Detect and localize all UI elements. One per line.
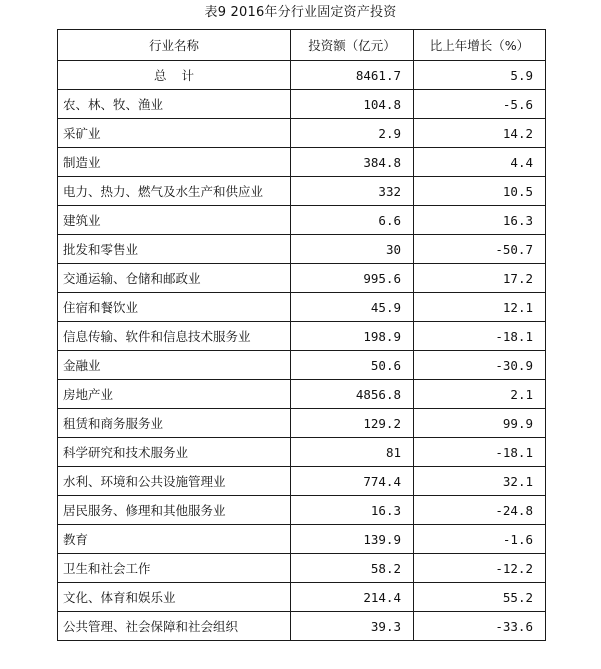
growth-value: 5.9: [414, 61, 546, 90]
table-row: [58, 90, 546, 119]
industry-name: 水利、环境和公共设施管理业: [58, 467, 291, 496]
industry-name: [58, 61, 291, 90]
industry-name: 农、林、牧、渔业: [58, 90, 291, 119]
table-row: [58, 148, 546, 177]
table-row: [58, 119, 546, 148]
table-row-total: [58, 61, 546, 90]
growth-value: -50.7: [414, 235, 546, 264]
growth-value: 10.5: [414, 177, 546, 206]
industry-name: 建筑业: [58, 206, 291, 235]
investment-value: 332: [291, 177, 414, 206]
table-row: [58, 177, 546, 206]
industry-name: 信息传输、软件和信息技术服务业: [58, 322, 291, 351]
industry-name: 金融业: [58, 351, 291, 380]
industry-name: 房地产业: [58, 380, 291, 409]
table-row: [58, 322, 546, 351]
growth-value: -5.6: [414, 90, 546, 119]
industry-name: 公共管理、社会保障和社会组织: [58, 612, 291, 641]
table-row: [58, 583, 546, 612]
industry-name: 电力、热力、燃气及水生产和供应业: [58, 177, 291, 206]
investment-value: 2.9: [291, 119, 414, 148]
growth-value: 32.1: [414, 467, 546, 496]
growth-value: -1.6: [414, 525, 546, 554]
investment-value: 214.4: [291, 583, 414, 612]
investment-value: 58.2: [291, 554, 414, 583]
investment-table: [57, 29, 546, 641]
industry-name: 交通运输、仓储和邮政业: [58, 264, 291, 293]
investment-value: 8461.7: [291, 61, 414, 90]
header-investment: 投资额（亿元）: [291, 30, 414, 61]
growth-value: 55.2: [414, 583, 546, 612]
investment-value: 139.9: [291, 525, 414, 554]
investment-value: 384.8: [291, 148, 414, 177]
industry-name: 住宿和餐饮业: [58, 293, 291, 322]
growth-value: 17.2: [414, 264, 546, 293]
growth-value: 99.9: [414, 409, 546, 438]
table-body: [58, 61, 546, 641]
table-row: [58, 206, 546, 235]
table-row: [58, 496, 546, 525]
growth-value: -12.2: [414, 554, 546, 583]
industry-name: 文化、体育和娱乐业: [58, 583, 291, 612]
table-header-row: [58, 30, 546, 61]
table-row: [58, 380, 546, 409]
table-row: [58, 409, 546, 438]
investment-value: 995.6: [291, 264, 414, 293]
total-label: 总计: [153, 68, 209, 83]
growth-value: 12.1: [414, 293, 546, 322]
growth-value: -30.9: [414, 351, 546, 380]
growth-value: 16.3: [414, 206, 546, 235]
investment-value: 6.6: [291, 206, 414, 235]
investment-value: 50.6: [291, 351, 414, 380]
table-row: [58, 293, 546, 322]
industry-name: 租赁和商务服务业: [58, 409, 291, 438]
industry-name: 教育: [58, 525, 291, 554]
header-industry: 行业名称: [58, 30, 291, 61]
growth-value: -33.6: [414, 612, 546, 641]
investment-value: 129.2: [291, 409, 414, 438]
growth-value: 4.4: [414, 148, 546, 177]
growth-value: -18.1: [414, 322, 546, 351]
investment-value: 16.3: [291, 496, 414, 525]
industry-name: 制造业: [58, 148, 291, 177]
growth-value: 14.2: [414, 119, 546, 148]
investment-value: 198.9: [291, 322, 414, 351]
investment-value: 774.4: [291, 467, 414, 496]
table-row: [58, 264, 546, 293]
growth-value: -18.1: [414, 438, 546, 467]
industry-name: 科学研究和技术服务业: [58, 438, 291, 467]
table-row: [58, 351, 546, 380]
investment-value: 104.8: [291, 90, 414, 119]
table-row: [58, 235, 546, 264]
industry-name: 居民服务、修理和其他服务业: [58, 496, 291, 525]
industry-name: 卫生和社会工作: [58, 554, 291, 583]
table-row: [58, 438, 546, 467]
investment-value: 81: [291, 438, 414, 467]
industry-name: 批发和零售业: [58, 235, 291, 264]
investment-value: 45.9: [291, 293, 414, 322]
table-row: [58, 467, 546, 496]
industry-name: 采矿业: [58, 119, 291, 148]
table-row: [58, 612, 546, 641]
growth-value: 2.1: [414, 380, 546, 409]
growth-value: -24.8: [414, 496, 546, 525]
table-caption: 表9 2016年分行业固定资产投资: [204, 5, 397, 20]
header-growth: 比上年增长（%）: [414, 30, 546, 61]
investment-value: 39.3: [291, 612, 414, 641]
table-row: [58, 554, 546, 583]
table-row: [58, 525, 546, 554]
investment-value: 30: [291, 235, 414, 264]
investment-value: 4856.8: [291, 380, 414, 409]
